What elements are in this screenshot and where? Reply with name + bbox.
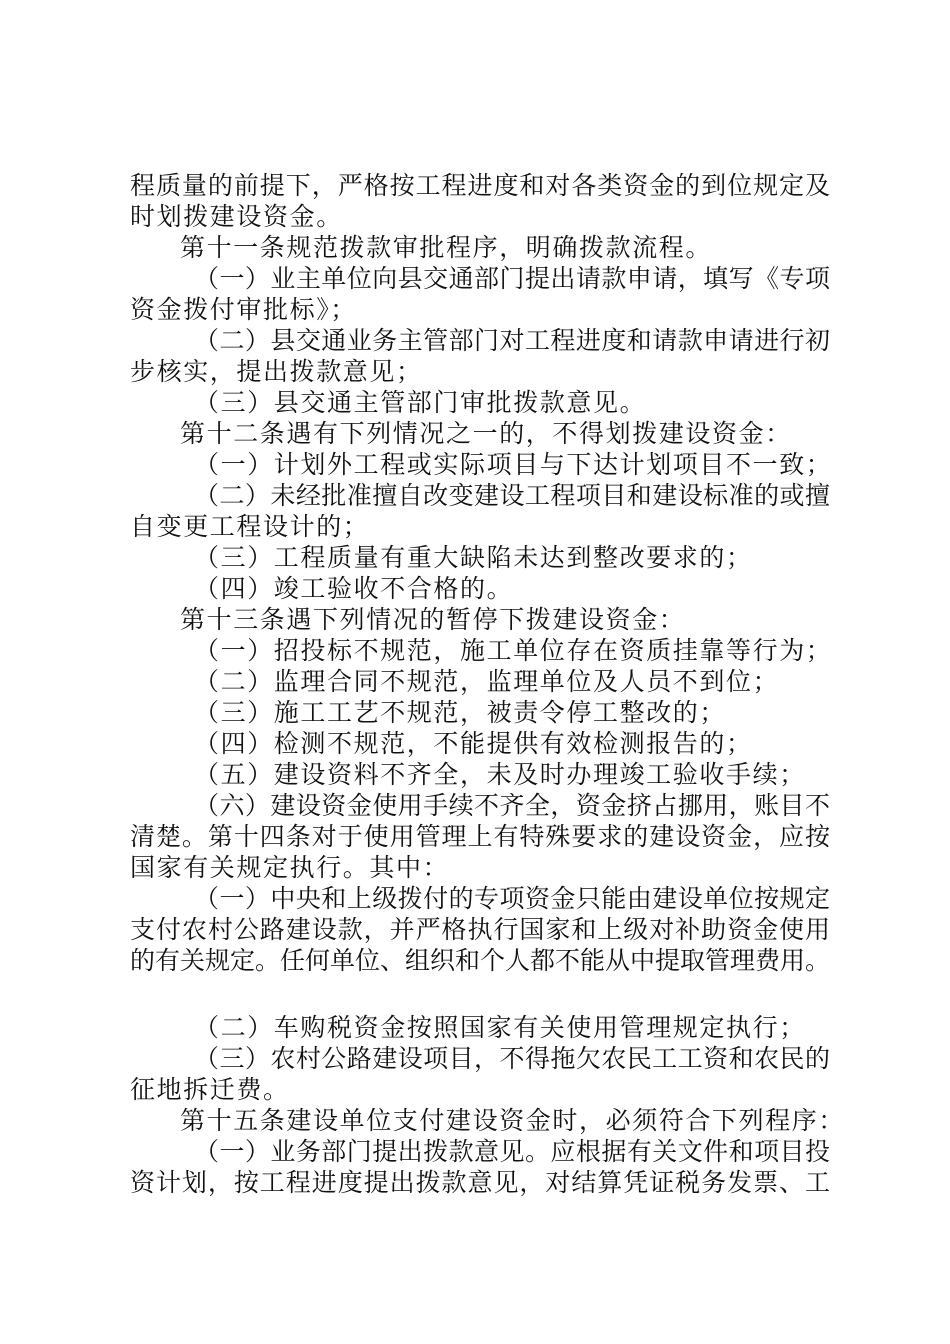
paragraph-line: （二）监理合同不规范，监理单位及人员不到位； — [194, 667, 780, 696]
paragraph-line: （一）招投标不规范，施工单位存在资质挂靠等行为； — [194, 636, 833, 665]
paragraph-line: （二）未经批准擅自改变建设工程项目和建设标准的或擅 — [194, 481, 830, 510]
paragraph-line: 清楚。第十四条对于使用管理上有特殊要求的建设资金，应按 — [130, 822, 830, 851]
paragraph-line: 自变更工程设计的； — [130, 512, 370, 541]
paragraph-line: 的有关规定。任何单位、组织和个人都不能从中提取管理费用。 — [130, 946, 831, 975]
article-heading-line: 第十三条遇下列情况的暂停下拨建设资金： — [180, 605, 686, 634]
paragraph-line: 资金拨付审批标》； — [130, 295, 357, 324]
paragraph-line: （四）检测不规范，不能提供有效检测报告的； — [194, 729, 753, 758]
paragraph-line: （三）工程质量有重大缺陷未达到整改要求的； — [194, 543, 753, 572]
paragraph-line: 国家有关规定执行。其中： — [130, 853, 450, 882]
paragraph-line: （三）县交通主管部门审批拨款意见。 — [194, 388, 647, 417]
paragraph-line: 时划拨建设资金。 — [130, 202, 343, 231]
article-heading-line: 第十二条遇有下列情况之一的，不得划拨建设资金： — [180, 419, 792, 448]
paragraph-line: （五）建设资料不齐全，未及时办理竣工验收手续； — [194, 760, 806, 789]
paragraph-line: （二）车购税资金按照国家有关使用管理规定执行； — [194, 1013, 806, 1042]
paragraph-line: （一）中央和上级拨付的专项资金只能由建设单位按规定 — [194, 884, 830, 913]
article-heading-line: 第十一条规范拨款审批程序，明确拨款流程。 — [180, 233, 713, 262]
paragraph-line: 征地拆迁费。 — [130, 1075, 290, 1104]
paragraph-line: 步核实，提出拨款意见； — [130, 357, 423, 386]
paragraph-gap — [130, 976, 830, 1012]
paragraph-line: （三）施工工艺不规范，被责令停工整改的； — [194, 698, 727, 727]
paragraph-line: （四）竣工验收不合格的。 — [194, 574, 514, 603]
paragraph-line: 资计划，按工程进度提出拨款意见，对结算凭证税务发票、工 — [130, 1168, 830, 1197]
paragraph-line: 支付农村公路建设款，并严格执行国家和上级对补助资金使用 — [130, 915, 830, 944]
paragraph-line: （二）县交通业务主管部门对工程进度和请款申请进行初 — [194, 326, 830, 355]
paragraph-line: （一）业务部门提出拨款意见。应根据有关文件和项目投 — [194, 1137, 830, 1166]
paragraph-line: （一）业主单位向县交通部门提出请款申请，填写《专项 — [194, 264, 830, 293]
paragraph-line: 程质量的前提下，严格按工程进度和对各类资金的到位规定及 — [130, 171, 830, 200]
document-body — [130, 170, 846, 1198]
paragraph-line: （六）建设资金使用手续不齐全，资金挤占挪用，账目不 — [194, 791, 830, 820]
article-heading-line: 第十五条建设单位支付建设资金时，必须符合下列程序： — [180, 1106, 846, 1135]
paragraph-line: （一）计划外工程或实际项目与下达计划项目不一致； — [194, 450, 833, 479]
paragraph-line: （三）农村公路建设项目，不得拖欠农民工工资和农民的 — [194, 1044, 830, 1073]
